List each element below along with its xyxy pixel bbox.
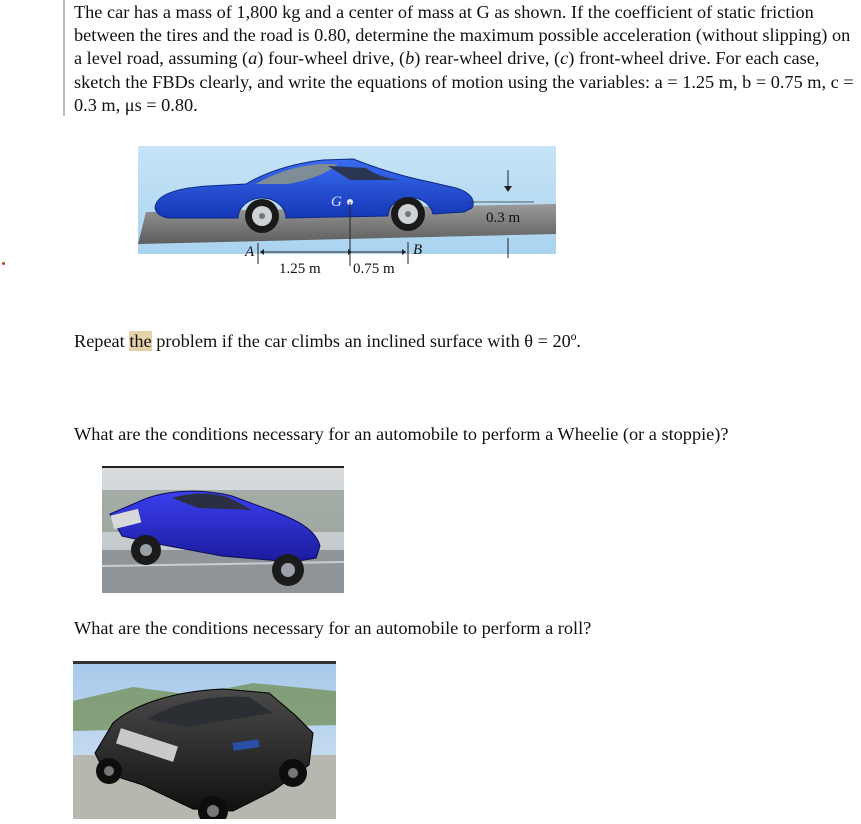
wheelie-top-border xyxy=(102,466,344,468)
dim-c-label: 0.3 m xyxy=(486,210,521,226)
car-dimension-figure xyxy=(138,146,558,280)
repeat-question xyxy=(74,330,581,353)
repeat-pre: Repeat xyxy=(74,331,130,351)
margin-rule xyxy=(63,0,65,116)
label-g: G xyxy=(331,194,342,210)
problem-statement xyxy=(74,1,854,117)
roll-top-border xyxy=(73,661,336,664)
front-wheel xyxy=(245,199,279,233)
dim-a-label: 1.25 m xyxy=(279,261,321,277)
rear-wheel xyxy=(391,197,425,231)
label-b: B xyxy=(413,242,423,258)
wheelie-question: What are the conditions necessary for an automobile to perform a Wheelie (or a stoppie)? xyxy=(74,424,729,444)
case-b-label: b xyxy=(405,48,415,69)
case-c-label: c xyxy=(560,48,569,69)
problem-text-c: ) rear-wheel drive, ( xyxy=(414,48,561,69)
roll-question: What are the conditions necessary for an automobile to perform a roll? xyxy=(74,618,592,638)
dim-b-label: 0.75 m xyxy=(353,261,395,277)
problem-text-a: The car has a mass of 1,800 kg and a center of mass at G as shown. If the coefficient of static friction between the tires and the road is 0.80, determine the maximum possible acceleration (without slipping) on a level road, assuming ( xyxy=(74,2,851,69)
case-a-label: a xyxy=(248,48,258,69)
repeat-rest: problem if the car climbs an inclined surface with θ = 20º. xyxy=(151,331,582,351)
label-a: A xyxy=(245,244,255,260)
margin-dot xyxy=(2,262,5,265)
wheelie-photo xyxy=(102,466,344,593)
problem-text-d: ) front-wheel drive. For each case, sketch the FBDs clearly, and write the equations of motion using the variables: a = 1.25 m, b = 0.75 m, c = 0.3 m, μs = 0.80. xyxy=(74,48,854,115)
repeat-highlight: the xyxy=(129,331,152,351)
problem-text-b: ) four-wheel drive, ( xyxy=(257,48,406,69)
roll-photo xyxy=(73,661,336,819)
